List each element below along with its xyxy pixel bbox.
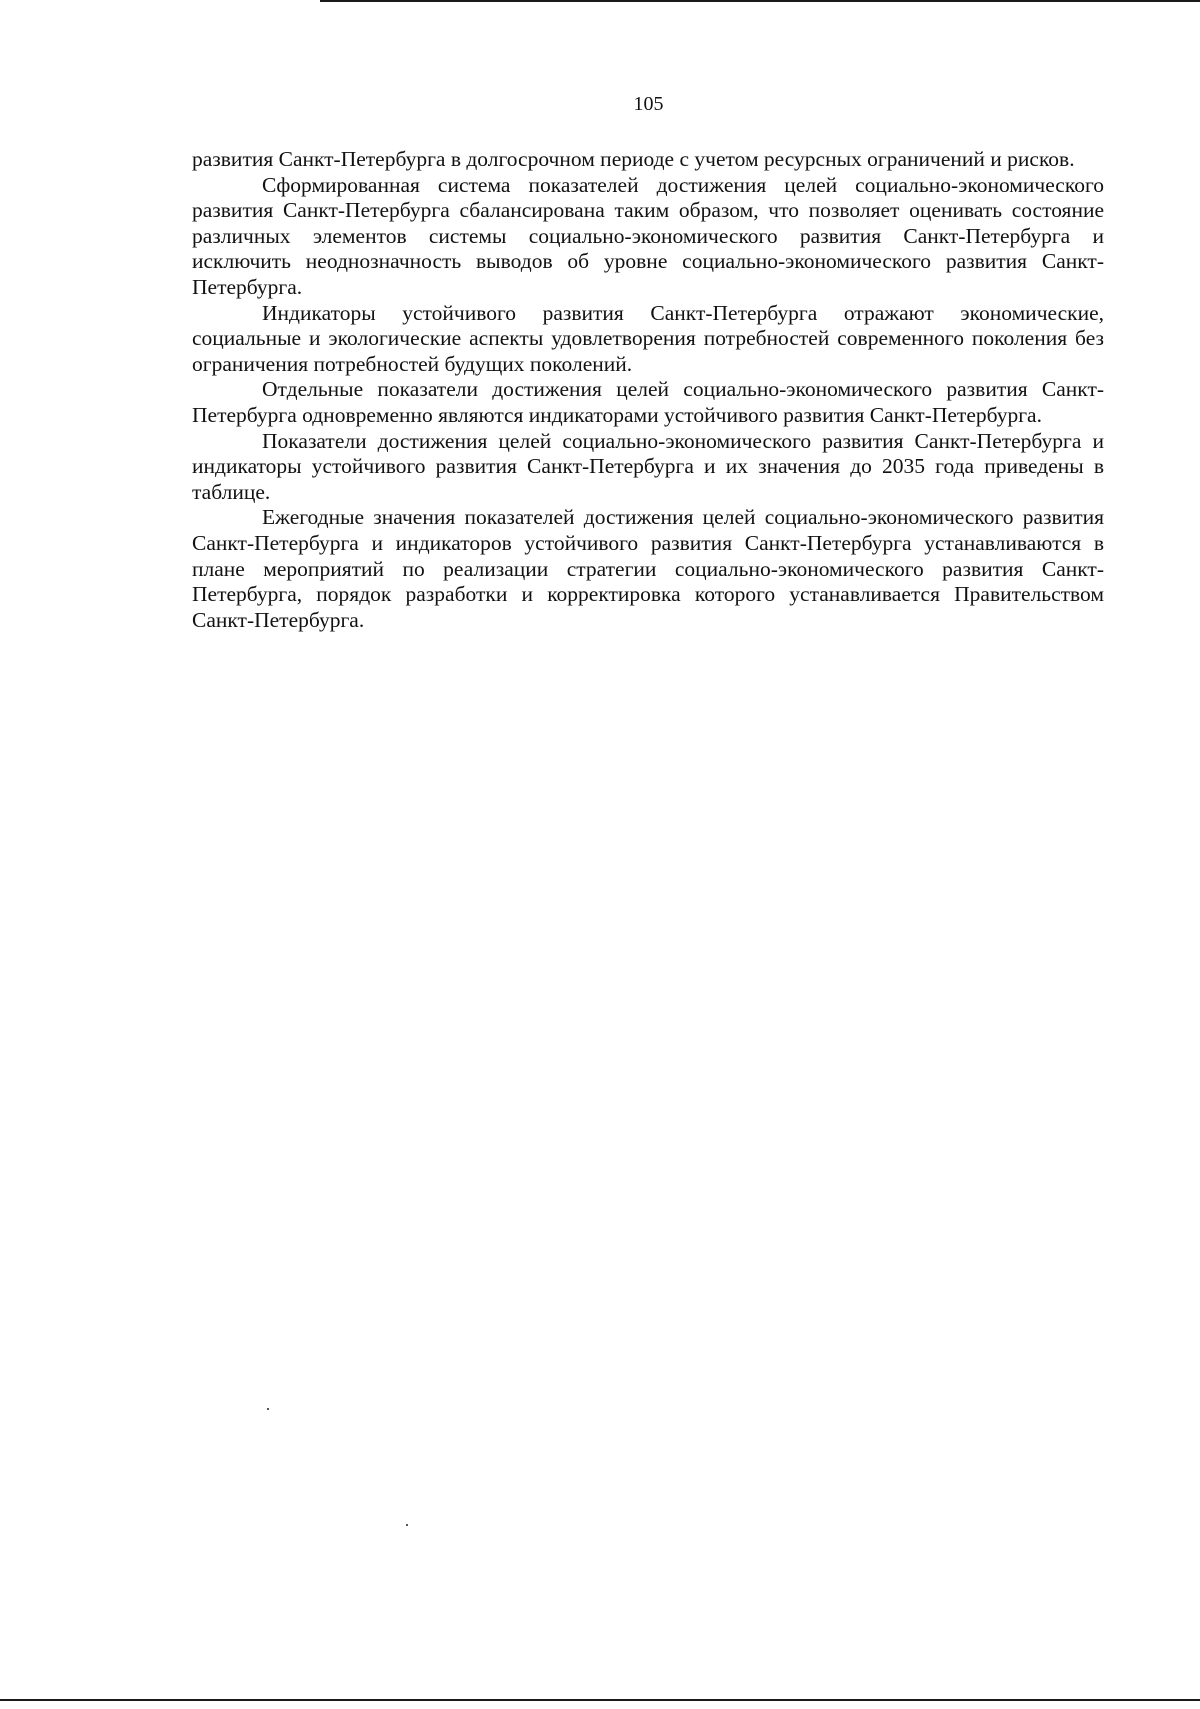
paragraph-annual-values: Ежегодные значения показателей достижения целей социально-экономического развития Санкт-Петербурга и индикаторов устойчивого развития Санкт-Петербурга устанавливаются в плане мероприятий по реализации стратегии социально-экономического развития Санкт-Петербурга, порядок разработки и корректировка которого устанавливается Правительством Санкт-Петербурга. (192, 505, 1104, 632)
paragraph-continuation: развития Санкт-Петербурга в долгосрочном периоде с учетом ресурсных ограничений и рисков. (192, 147, 1075, 171)
scan-bottom-edge-line (0, 1699, 1200, 1701)
scan-speck (267, 1408, 269, 1410)
document-body (192, 147, 1104, 633)
scan-speck (406, 1524, 408, 1526)
paragraph-overlapping-indicators: Отдельные показатели достижения целей социально-экономического развития Санкт-Петербурга одновременно являются индикаторами устойчивого развития Санкт-Петербурга. (192, 377, 1104, 427)
paragraph-indicator-system: Сформированная система показателей достижения целей социально-экономического развития Санкт-Петербурга сбалансирована таким образом, что позволяет оценивать состояние различных элементов системы социально-экономического развития Санкт-Петербурга и исключить неоднозначность выводов об уровне социально-экономического развития Санкт-Петербурга. (192, 172, 1104, 299)
paragraph-table-reference: Показатели достижения целей социально-экономического развития Санкт-Петербурга и индикаторы устойчивого развития Санкт-Петербурга и их значения до 2035 года приведены в таблице. (192, 428, 1104, 504)
scan-top-edge-line (320, 0, 1200, 2)
paragraph-sustainability-indicators: Индикаторы устойчивого развития Санкт-Петербурга отражают экономические, социальные и экологические аспекты удовлетворения потребностей современного поколения без ограничения потребностей будущих поколений. (192, 300, 1104, 376)
page-number: 105 (633, 93, 664, 115)
